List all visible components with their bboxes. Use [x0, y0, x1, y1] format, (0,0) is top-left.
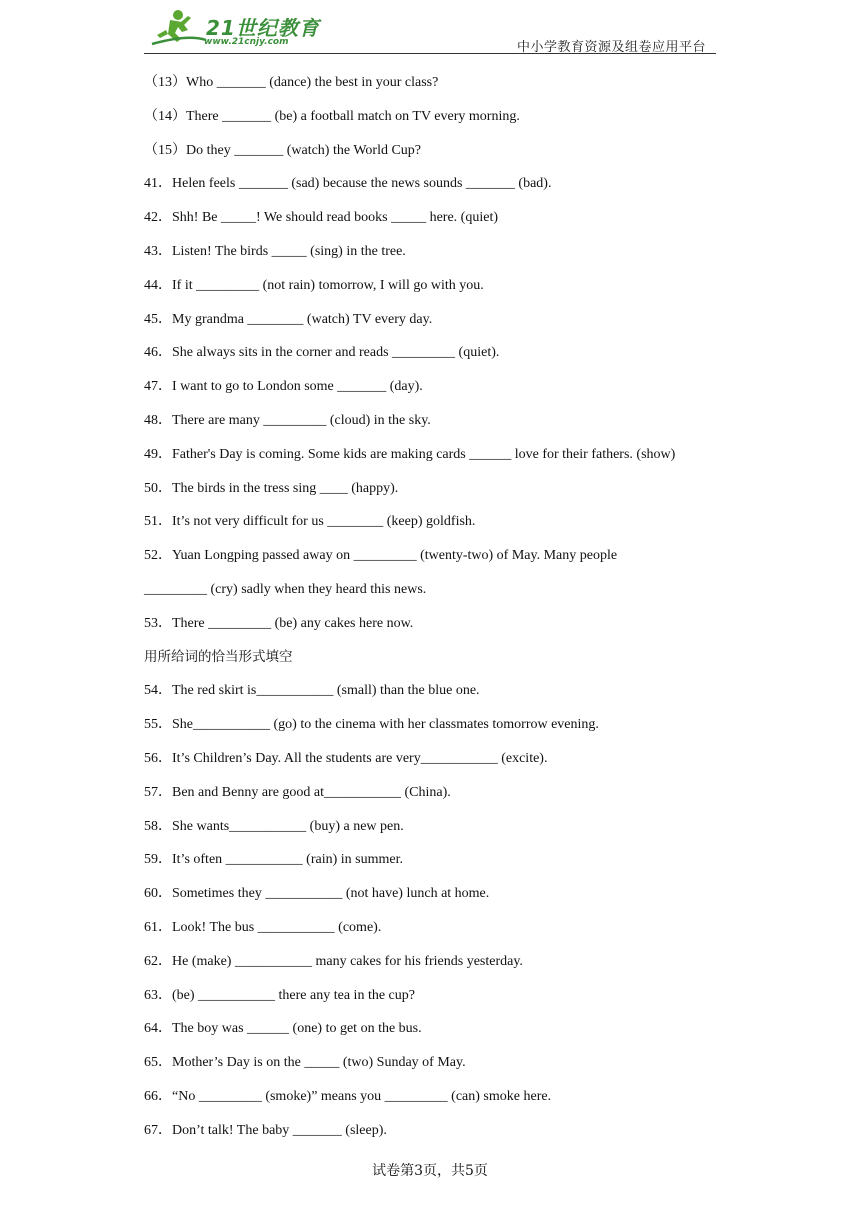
header-divider	[144, 53, 716, 54]
exercise-line: （15）Do they _______ (watch) the World Cup?	[144, 142, 422, 158]
logo-url-text: www.21cnjy.com	[204, 37, 289, 47]
exercise-line: 59．It’s often ___________ (rain) in summer.	[144, 852, 403, 868]
exercise-line: 43．Listen! The birds _____ (sing) in the tree.	[144, 243, 406, 259]
exercise-line: 54．The red skirt is___________ (small) than the blue one.	[144, 683, 480, 699]
section-heading: 用所给词的恰当形式填空	[144, 648, 293, 665]
exercise-line: （13）Who _______ (dance) the best in your class?	[144, 75, 439, 90]
exercise-line: 67．Don’t talk! The baby _______ (sleep).	[144, 1122, 387, 1138]
exercise-line: 51．It’s not very difficult for us ________ (keep) goldfish.	[144, 514, 476, 530]
logo	[148, 6, 323, 50]
exercise-line: 60．Sometimes they ___________ (not have) lunch at home.	[144, 886, 490, 902]
exercise-line: _________ (cry) sadly when they heard this news.	[144, 581, 427, 597]
exercise-line: 53．There _________ (be) any cakes here now.	[144, 615, 414, 631]
exercise-line: 46．She always sits in the corner and reads _________ (quiet).	[144, 345, 500, 361]
exercise-line: 56．It’s Children’s Day. All the students are very___________ (excite).	[144, 750, 548, 766]
exercise-list	[144, 66, 724, 1148]
exercise-line: 66．“No _________ (smoke)” means you _________ (can) smoke here.	[144, 1088, 552, 1104]
exercise-line: 63．(be) ___________ there any tea in the cup?	[144, 987, 415, 1003]
exercise-line: 45．My grandma ________ (watch) TV every day.	[144, 311, 433, 327]
exercise-line: 57．Ben and Benny are good at___________ (China).	[144, 784, 451, 800]
logo-main-text: 21世纪教育	[206, 16, 320, 40]
exercise-line: 41．Helen feels _______ (sad) because the news sounds _______ (bad).	[144, 176, 552, 192]
exercise-line: 48．There are many _________ (cloud) in the sky.	[144, 412, 431, 428]
exercise-line: 50．The birds in the tress sing ____ (happy).	[144, 480, 399, 496]
exercise-line: 49．Father's Day is coming. Some kids are making cards ______ love for their fathers. (show)	[144, 446, 676, 462]
page-footer: 试卷第3页，共5页	[372, 1163, 488, 1179]
exercise-line: 64．The boy was ______ (one) to get on the bus.	[144, 1021, 422, 1037]
exercise-line: 55．She___________ (go) to the cinema with her classmates tomorrow evening.	[144, 717, 599, 733]
exercise-line: 61．Look! The bus ___________ (come).	[144, 919, 382, 935]
exercise-line: 52．Yuan Longping passed away on _________ (twenty-two) of May. Many people	[144, 548, 618, 564]
exercise-line: （14）There _______ (be) a football match on TV every morning.	[144, 108, 520, 124]
exercise-line: 58．She wants___________ (buy) a new pen.	[144, 818, 404, 834]
header-slogan: 中小学教育资源及组卷应用平台	[516, 40, 706, 55]
runner-icon	[152, 10, 206, 44]
exercise-line: 62．He (make) ___________ many cakes for his friends yesterday.	[144, 953, 523, 969]
page-header	[144, 6, 716, 54]
exercise-line: 47．I want to go to London some _______ (day).	[144, 379, 423, 395]
exercise-line: 44．If it _________ (not rain) tomorrow, I will go with you.	[144, 277, 484, 293]
exercise-line: 42．Shh! Be _____! We should read books _____ here. (quiet)	[144, 210, 498, 226]
exercise-line: 65．Mother’s Day is on the _____ (two) Sunday of May.	[144, 1055, 466, 1071]
